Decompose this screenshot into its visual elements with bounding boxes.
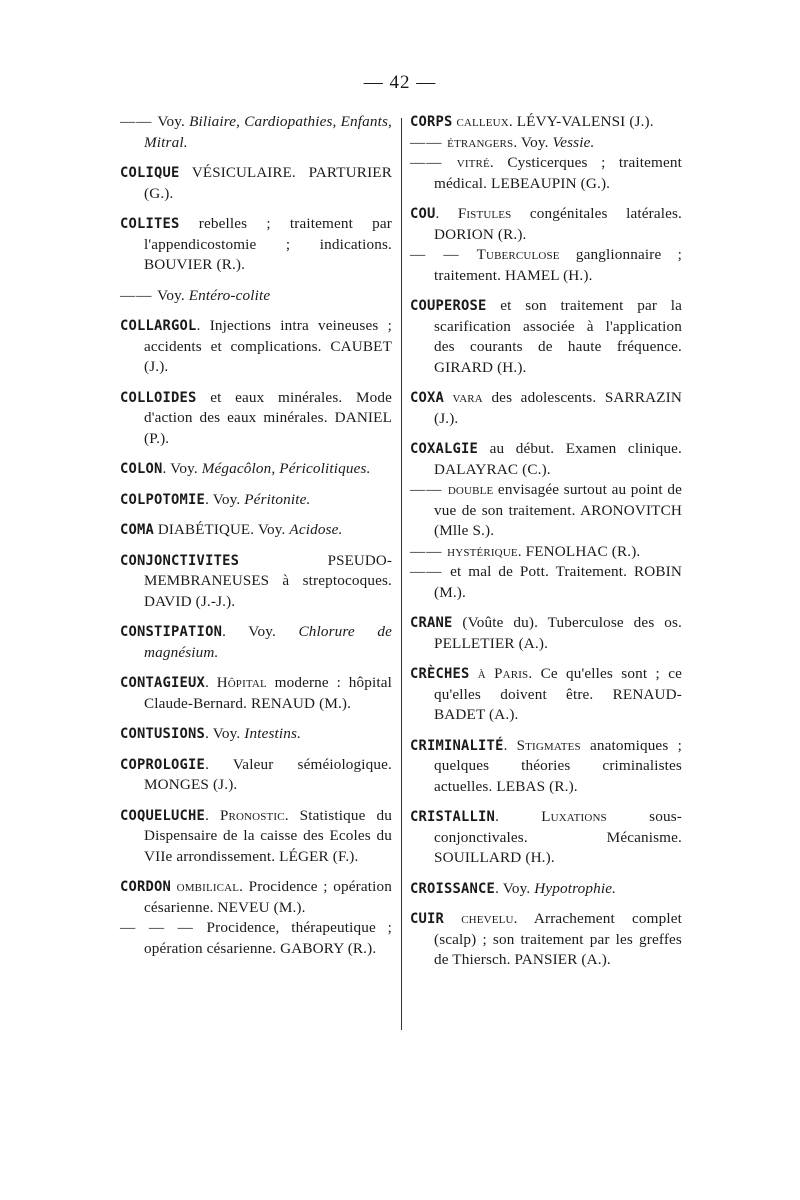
- entry-text: . Voy.: [513, 133, 553, 151]
- entry-dash: — — —: [120, 919, 207, 936]
- entry-subheading: PSEUDO-MEMBRANEUSES: [144, 552, 392, 589]
- entry-text: . Voy.: [250, 521, 290, 538]
- entry-dash: — —: [410, 246, 477, 263]
- entry-text: . Injections intra veineuses ; accidents et complications. CAUBET (J.).: [144, 317, 392, 375]
- entry-cross-reference: Entéro-colite: [188, 286, 271, 304]
- entry-heading: CUIR: [410, 911, 445, 927]
- entry-text: . LÉVY-VALENSI (J.).: [508, 113, 654, 130]
- entry-heading: CRANE: [410, 615, 453, 631]
- entry-text: Procidence, thérapeutique ; opération césarienne. GABORY (R.).: [144, 919, 392, 957]
- entry-heading: COU: [410, 206, 436, 222]
- entry-heading: COUPEROSE: [410, 298, 487, 314]
- entry-subheading: . Stigmates: [503, 737, 581, 754]
- entry-text: envisagée surtout au point de vue de son traitement. ARONOVITCH (Mlle S.).: [434, 481, 683, 539]
- entry-text: anatomiques ; quelques théories criminalistes actuelles. LEBAS (R.).: [434, 736, 682, 795]
- entry-cross-reference: Vessie.: [552, 133, 595, 151]
- entry-text: à streptocoques. DAVID (J.-J.).: [144, 572, 392, 610]
- entry-heading: CONSTIPATION: [120, 624, 223, 640]
- index-entry: [410, 153, 682, 194]
- index-entry: [410, 562, 682, 603]
- index-entry: [410, 112, 682, 133]
- entry-text: . Arrachement complet (scalp) ; son traitement par les greffes de Thiersch. PANSIER (A.).: [434, 910, 682, 968]
- entry-dash: ——: [120, 113, 158, 130]
- index-entry: [120, 673, 392, 714]
- column-divider: [401, 118, 402, 1030]
- entry-subheading: double: [447, 482, 494, 498]
- index-entry: [120, 918, 392, 959]
- index-entry: [410, 807, 682, 869]
- entry-heading: CRÈCHES: [410, 666, 470, 682]
- entry-cross-reference: Biliaire, Cardiopathies, Enfants, Mitral.: [144, 113, 393, 151]
- index-entry: [120, 724, 392, 745]
- index-entry: [410, 613, 682, 654]
- index-entry: [120, 388, 392, 450]
- entry-heading: CRIMINALITÉ: [410, 737, 504, 754]
- entry-text: . Voy.: [205, 725, 245, 742]
- index-entry: [120, 163, 392, 204]
- entry-heading: COLLOIDES: [120, 389, 197, 406]
- index-entry: [120, 214, 392, 276]
- index-entry: [120, 490, 392, 511]
- entry-cross-reference: Péritonite.: [244, 490, 311, 508]
- entry-heading: CROISSANCE: [410, 880, 496, 897]
- index-entry: [120, 551, 392, 613]
- entry-heading: CONTAGIEUX: [120, 675, 206, 691]
- entry-text: . Ce qu'elles sont ; ce qu'elles doivent être. RENAUD-BADET (A.).: [434, 665, 682, 723]
- entry-subheading: . Fistules: [435, 206, 512, 222]
- entry-heading: CONTUSIONS: [120, 726, 206, 742]
- index-entry: [410, 879, 682, 900]
- entry-cross-reference: Mégacôlon, Péricolitiques.: [201, 460, 371, 477]
- entry-cross-reference: Acidose.: [289, 521, 343, 538]
- entry-heading: COPROLOGIE: [120, 756, 206, 773]
- entry-text: et eaux minérales. Mode d'action des eaux minérales. DANIEL (P.).: [144, 388, 392, 447]
- entry-heading: COMA: [120, 522, 155, 538]
- entry-text: . Procidence ; opération césarienne. NEVEU (M.).: [144, 878, 392, 916]
- entry-subheading: chevelu: [444, 911, 514, 927]
- entry-text: et mal de Pott. Traitement. ROBIN (M.).: [434, 563, 682, 601]
- entry-dash: ——: [410, 154, 457, 171]
- entry-heading: CRISTALLIN: [410, 809, 496, 825]
- index-entry: [410, 296, 682, 378]
- index-entry: [120, 112, 392, 153]
- entry-heading: COLPOTOMIE: [120, 491, 206, 508]
- entry-text: . Cysticerques ; traitement médical. LEBEAUPIN (G.).: [434, 154, 683, 192]
- entry-heading: COXA: [410, 390, 445, 406]
- entry-text: . Voy.: [222, 623, 299, 640]
- entry-heading: COLITES: [120, 216, 180, 232]
- entry-subheading: VÉSICULAIRE: [179, 165, 292, 181]
- index-entry: [120, 520, 392, 541]
- entry-subheading: vitré: [456, 155, 490, 171]
- entry-subheading: Tuberculose: [476, 247, 560, 263]
- entry-dash: ——: [410, 563, 451, 580]
- entry-text: . Statistique du Dispensaire de la caisse des Ecoles du VIIe arrondissement. LÉGER (F.).: [144, 806, 392, 865]
- entry-heading: CONJONCTIVITES: [120, 552, 240, 569]
- entry-text: moderne : hôpital Claude-Bernard. RENAUD (M.).: [144, 674, 392, 712]
- entry-heading: COLLARGOL: [120, 318, 197, 334]
- index-entry: [410, 542, 682, 563]
- index-entry: [120, 316, 392, 378]
- entry-cross-reference: Hypotrophie.: [534, 879, 617, 897]
- right-column: [410, 112, 682, 981]
- index-entry: [410, 245, 682, 286]
- entry-subheading: hystérique: [447, 543, 518, 560]
- entry-text: sous-conjonctivales. Mécanisme. SOUILLARD (H.).: [434, 808, 682, 866]
- entry-subheading: étrangers: [447, 134, 514, 151]
- entry-subheading: vara: [444, 390, 483, 406]
- entry-subheading: à Paris: [469, 666, 529, 682]
- entry-heading: COLIQUE: [120, 165, 180, 181]
- entry-text: ganglionnaire ; traitement. HAMEL (H.).: [434, 246, 682, 284]
- index-entry: [410, 909, 682, 971]
- index-entry: [410, 736, 682, 798]
- index-entry: [410, 388, 682, 429]
- entry-text: (Voûte du). Tuberculose des os. PELLETIER (A.).: [434, 614, 682, 652]
- index-entry: [410, 664, 682, 726]
- entry-subheading: . Hôpital: [205, 675, 267, 691]
- entry-text: au début. Examen clinique. DALAYRAC (C.).: [434, 440, 682, 478]
- entry-text: Voy.: [157, 113, 190, 130]
- entry-subheading: . Pronostic: [205, 807, 285, 824]
- entry-text: . Voy.: [205, 490, 245, 508]
- entry-heading: COXALGIE: [410, 441, 479, 457]
- index-entry: [120, 459, 392, 480]
- index-entry: [120, 806, 392, 868]
- entry-heading: CORDON: [120, 879, 172, 895]
- entry-heading: CORPS: [410, 114, 453, 130]
- entry-text: Voy.: [157, 286, 189, 304]
- entry-text: . Voy.: [162, 460, 202, 477]
- entry-text: . PARTURIER (G.).: [144, 164, 392, 202]
- entry-subheading: ombilical: [171, 879, 240, 895]
- entry-dash: ——: [410, 133, 448, 151]
- entry-text: congénitales latérales. DORION (R.).: [434, 205, 682, 243]
- index-entry: [120, 755, 392, 796]
- entry-text: des adolescents. SARRAZIN (J.).: [434, 389, 682, 427]
- index-entry: [120, 622, 392, 663]
- index-entry: [410, 204, 682, 245]
- entry-dash: ——: [120, 286, 158, 304]
- entry-dash: ——: [410, 481, 448, 498]
- entry-text: . FENOLHAC (R.).: [517, 542, 641, 560]
- entry-subheading: calleux: [452, 114, 509, 130]
- index-entry: [410, 133, 682, 154]
- entry-text: et son traitement par la scarification associée à l'application des courants de haute fréquence. GIRARD (H.).: [434, 297, 682, 376]
- index-entry: [410, 480, 682, 542]
- entry-subheading: DIABÉTIQUE: [154, 522, 251, 538]
- left-column: [120, 112, 392, 969]
- index-entry: [120, 877, 392, 918]
- entry-text: . Voy.: [495, 879, 535, 897]
- entry-heading: COLON: [120, 461, 163, 477]
- index-entry: [410, 439, 682, 480]
- entry-heading: COQUELUCHE: [120, 807, 206, 824]
- page-number: — 42 —: [363, 72, 437, 93]
- entry-text: rebelles ; traitement par l'appendicostomie ; indications. BOUVIER (R.).: [144, 215, 392, 273]
- entry-cross-reference: Intestins.: [244, 725, 302, 742]
- entry-text: . Valeur séméiologique. MONGES (J.).: [144, 755, 392, 793]
- entry-dash: ——: [410, 542, 448, 560]
- entry-subheading: . Luxations: [495, 809, 607, 825]
- entry-cross-reference: Chlorure de magnésium.: [144, 623, 392, 661]
- index-entry: [120, 286, 392, 307]
